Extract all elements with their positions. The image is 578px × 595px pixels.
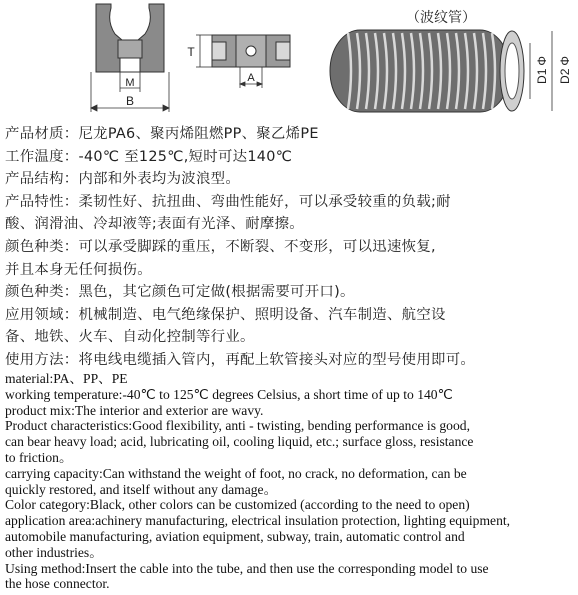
spec-line-en: carrying capacity:Can withstand the weight of foot, no crack, no deformation, can be	[5, 465, 467, 481]
spec-line-cn: 备、地铁、火车、自动化控制等行业。	[5, 329, 255, 346]
spec-line-en: working temperature:-40℃ to 125℃ degrees Celsius, a short time of up to 140℃	[5, 386, 453, 402]
spec-line-en: material:PA、PP、PE	[5, 371, 128, 386]
bellows-tube	[330, 30, 524, 112]
spec-line-en: application area:achinery manufacturing, electrical insulation protection, lighting equipment,	[5, 513, 511, 529]
label-a: A	[247, 72, 255, 84]
spec-line-en: the hose connector.	[5, 576, 110, 592]
english-specs	[5, 371, 575, 592]
spec-line-en: Using method:Insert the cable into the tube, and then use the corresponding model to use	[5, 560, 489, 576]
product-diagram	[0, 0, 578, 125]
spec-line-cn: 工作温度：-40℃ 至125℃,短时可达140℃	[5, 148, 293, 165]
spec-line-cn: 颜色种类：黑色，其它颜色可定做(根据需要可开口)。	[5, 284, 355, 301]
label-m: M	[125, 77, 135, 89]
spec-line-cn: 颜色种类：可以承受脚踩的重压，不断裂、不变形，可以迅速恢复,	[5, 238, 436, 255]
spec-line-cn: 并且本身无任何损伤。	[5, 261, 152, 278]
spec-line-cn: 使用方法：将电线电缆插入管内，再配上软管接头对应的型号使用即可。	[5, 351, 476, 368]
spec-line-cn: 产品特性：柔韧性好、抗扭曲、弯曲性能好，可以承受较重的负载;耐	[5, 193, 451, 210]
spec-line-cn: 应用领域：机械制造、电气绝缘保护、照明设备、汽车制造、航空设	[5, 306, 446, 323]
label-t: T	[187, 45, 195, 59]
spec-line-en: to friction。	[5, 449, 73, 465]
spec-line-en: other industries。	[5, 544, 103, 560]
dimension-t	[196, 35, 212, 67]
spec-line-en: product mix:The interior and exterior are wavy.	[5, 402, 264, 418]
spec-line-cn: 酸、润滑油、冷却液等;表面有光泽、耐摩擦。	[5, 216, 304, 233]
label-d2: D2Φ	[558, 56, 572, 84]
clip-side-view	[212, 35, 290, 67]
clip-neck	[118, 40, 142, 58]
spec-line-en: automobile manufacturing, aviation equipment, subway, train, automatic control and	[5, 528, 465, 544]
label-d1: D1Φ	[535, 56, 549, 84]
spec-line-en: can bear heavy load; acid, lubricating oil, cooling liquid, etc.; surface gloss, resistance	[5, 434, 474, 450]
chinese-specs	[5, 123, 575, 372]
spec-line-en: quickly restored, and itself without any damage。	[5, 481, 278, 497]
spec-line-cn: 产品结构：内部和外表均为波浪型。	[5, 171, 241, 188]
clip-base-slot	[120, 58, 140, 72]
label-b: B	[125, 94, 135, 108]
bellows-title: （波纹管）	[406, 9, 476, 25]
spec-line-en: Product characteristics:Good flexibility, anti - twisting, bending performance is good,	[5, 418, 470, 434]
spec-line-en: Color category:Black, other colors can be customized (according to the need to open)	[5, 497, 470, 513]
spec-line-cn: 产品材质：尼龙PA6、聚丙烯阻燃PP、聚乙烯PE	[5, 126, 319, 142]
